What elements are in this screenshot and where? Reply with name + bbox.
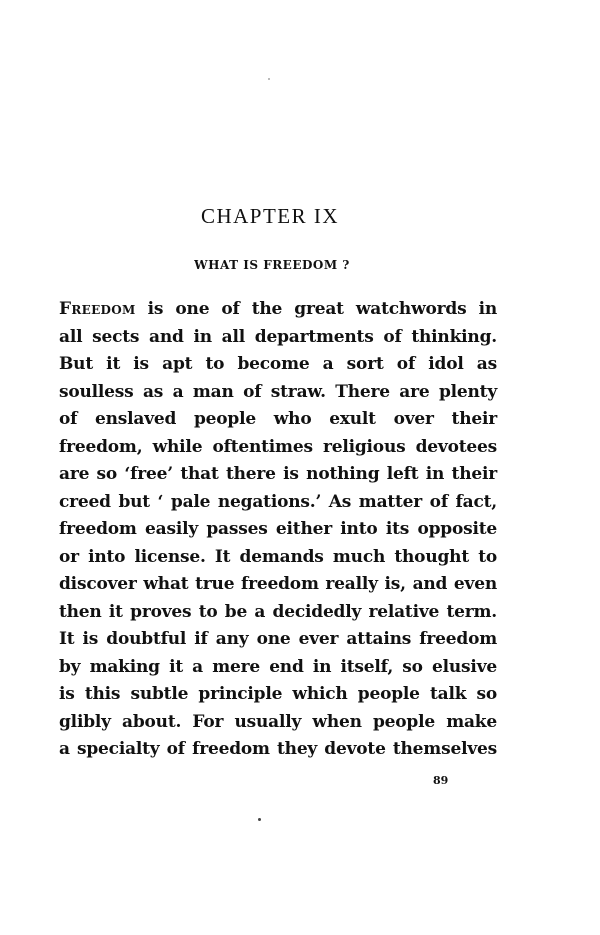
text-line: creed but ‘ pale negations.’ As matter of fact, bbox=[59, 491, 497, 512]
text-line: It is doubtful if any one ever attains freedom bbox=[59, 629, 497, 649]
text-line: glibly about. For usually when people make bbox=[59, 711, 497, 732]
chapter-title: CHAPTER IX bbox=[200, 204, 340, 228]
text-line: is this subtle principle which people talk so bbox=[59, 684, 497, 704]
text-line bbox=[59, 296, 497, 324]
text-line: then it proves to be a decidedly relative term. bbox=[59, 601, 497, 622]
text-line: a specialty of freedom they devote themselves bbox=[59, 739, 497, 759]
text-line: all sects and in all departments of thinking. bbox=[59, 326, 497, 347]
first-word: Freedom bbox=[59, 299, 136, 319]
text-line: of enslaved people who exult over their bbox=[59, 409, 497, 429]
text-line: by making it a mere end in itself, so elusive bbox=[59, 656, 497, 677]
speck-mark bbox=[258, 818, 261, 821]
text-line: freedom, while oftentimes religious devotees bbox=[59, 436, 497, 457]
page-number: 89 bbox=[433, 774, 449, 787]
chapter-subtitle: WHAT IS FREEDOM ? bbox=[194, 258, 350, 272]
text-line: soulless as a man of straw. There are plenty bbox=[59, 381, 497, 402]
text-line-rest: is one of the great watchwords in bbox=[135, 299, 497, 319]
speck-mark bbox=[268, 78, 270, 80]
text-line: are so ‘free’ that there is nothing left in their bbox=[59, 464, 497, 484]
text-line: But it is apt to become a sort of idol as bbox=[59, 354, 497, 374]
text-line: or into license. It demands much thought to bbox=[59, 546, 497, 567]
text-line: discover what true freedom really is, and even bbox=[59, 574, 497, 594]
body-text bbox=[59, 296, 497, 764]
text-line: freedom easily passes either into its opposite bbox=[59, 519, 497, 539]
